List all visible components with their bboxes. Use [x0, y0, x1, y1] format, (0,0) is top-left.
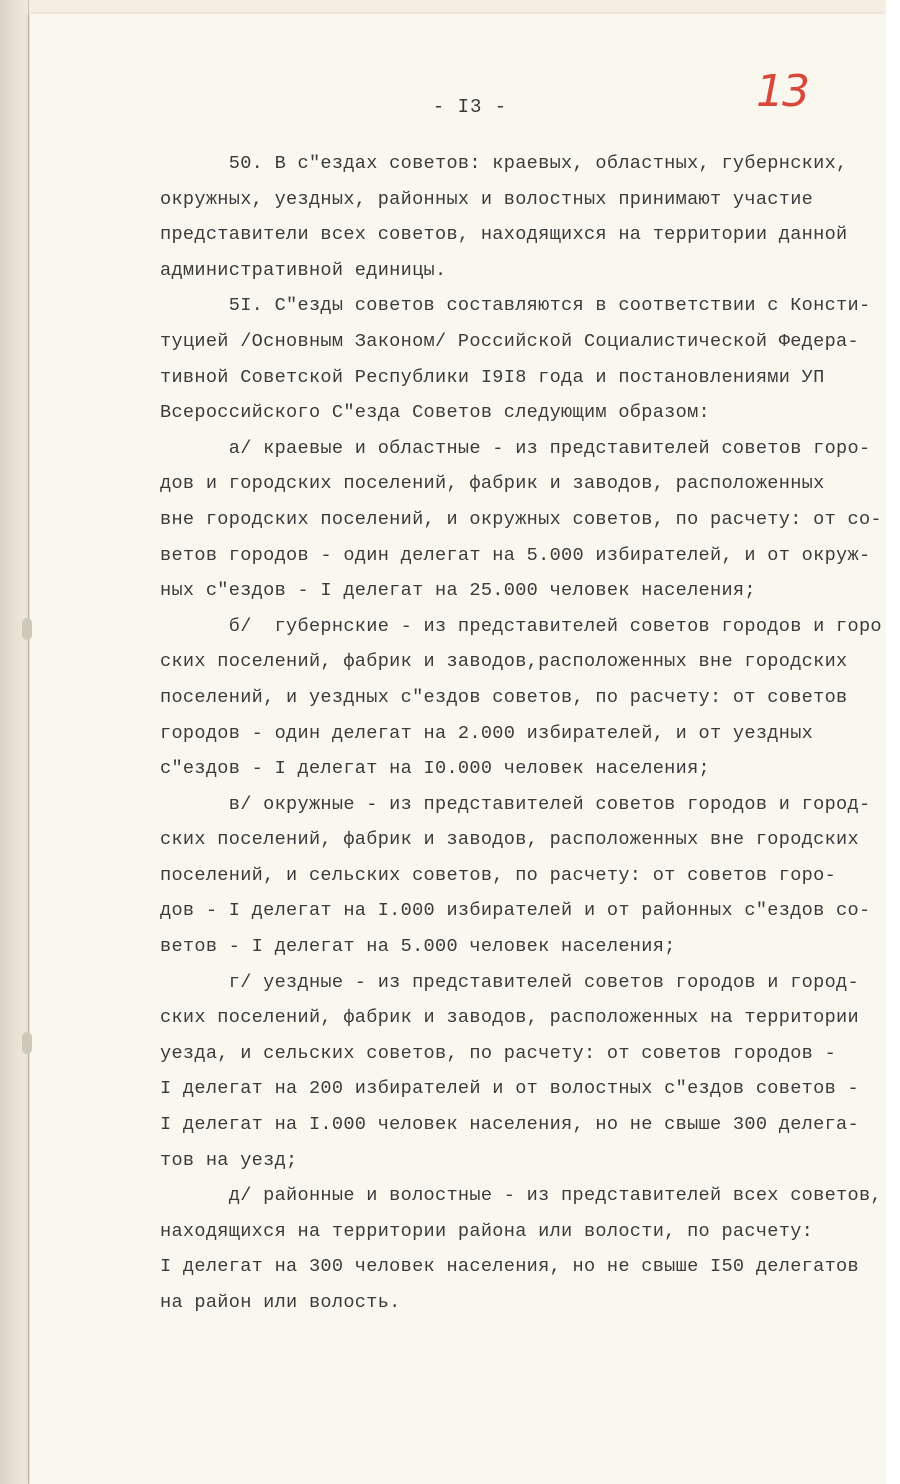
typed-text-body [160, 146, 885, 1321]
text-line: находящихся на территории района или волости, по расчету: [160, 1220, 814, 1242]
text-line: уезда, и сельских советов, по расчету: от советов городов - [160, 1042, 837, 1064]
text-line: дов - I делегат на I.000 избирателей и от районных с"ездов со- [160, 900, 871, 922]
text-line: дов и городских поселений, фабрик и заводов, расположенных [160, 473, 825, 495]
punch-hole [22, 1032, 32, 1054]
text-line: в/ окружные - из представителей советов городов и город- [160, 793, 871, 815]
text-line: ских поселений, фабрик и заводов,расположенных вне городских [160, 651, 848, 673]
text-line: д/ районные и волостные - из представителей всех советов, [160, 1185, 882, 1207]
text-line: 5I. С"езды советов составляются в соответствии с Консти- [160, 295, 871, 317]
text-line: тивной Советской Республики I9I8 года и постановлениями УП [160, 366, 825, 388]
scan-border [886, 0, 900, 1484]
text-line: I делегат на 200 избирателей и от волостных с"ездов советов - [160, 1078, 859, 1100]
text-line: городов - один делегат на 2.000 избирателей, и от уездных [160, 722, 814, 744]
text-line: б/ губернские - из представителей советов городов и горо [160, 615, 882, 637]
handwritten-page-number: 13 [756, 66, 808, 117]
text-line: поселений, и уездных с"ездов советов, по расчету: от советов [160, 686, 848, 708]
text-line: ских поселений, фабрик и заводов, расположенных на территории [160, 1007, 859, 1029]
text-line: 50. В с"ездах советов: краевых, областных, губернских, [160, 153, 848, 174]
text-line: административной единицы. [160, 259, 447, 281]
punch-hole [22, 618, 32, 640]
text-line: ветов городов - один делегат на 5.000 избирателей, и от окруж- [160, 544, 871, 566]
text-line: ских поселений, фабрик и заводов, расположенных вне городских [160, 829, 859, 851]
text-line: I делегат на 300 человек населения, но не свыше I50 делегатов [160, 1256, 859, 1278]
text-line: представители всех советов, находящихся на территории данной [160, 224, 848, 246]
text-line: I делегат на I.000 человек населения, но не свыше 300 делега- [160, 1114, 859, 1136]
text-line: окружных, уездных, районных и волостных принимают участие [160, 188, 814, 210]
text-line: на район или волость. [160, 1292, 401, 1313]
page-number: - I3 - [432, 96, 508, 118]
text-line: ных с"ездов - I делегат на 25.000 человек населения; [160, 580, 756, 602]
text-line: вне городских поселений, и окружных советов, по расчету: от со- [160, 508, 882, 530]
text-line: Всероссийского С"езда Советов следующим образом: [160, 402, 710, 424]
text-line: поселений, и сельских советов, по расчету: от советов горо- [160, 864, 837, 886]
text-line: туцией /Основным Законом/ Российской Социалистической Федера- [160, 330, 859, 352]
text-line: тов на уезд; [160, 1149, 298, 1171]
text-line: с"ездов - I делегат на I0.000 человек населения; [160, 758, 710, 780]
text-line: г/ уездные - из представителей советов городов и город- [160, 971, 859, 993]
previous-page-edge [0, 0, 29, 1484]
text-line: а/ краевые и областные - из представителей советов горо- [160, 437, 871, 459]
text-line: ветов - I делегат на 5.000 человек населения; [160, 936, 676, 958]
